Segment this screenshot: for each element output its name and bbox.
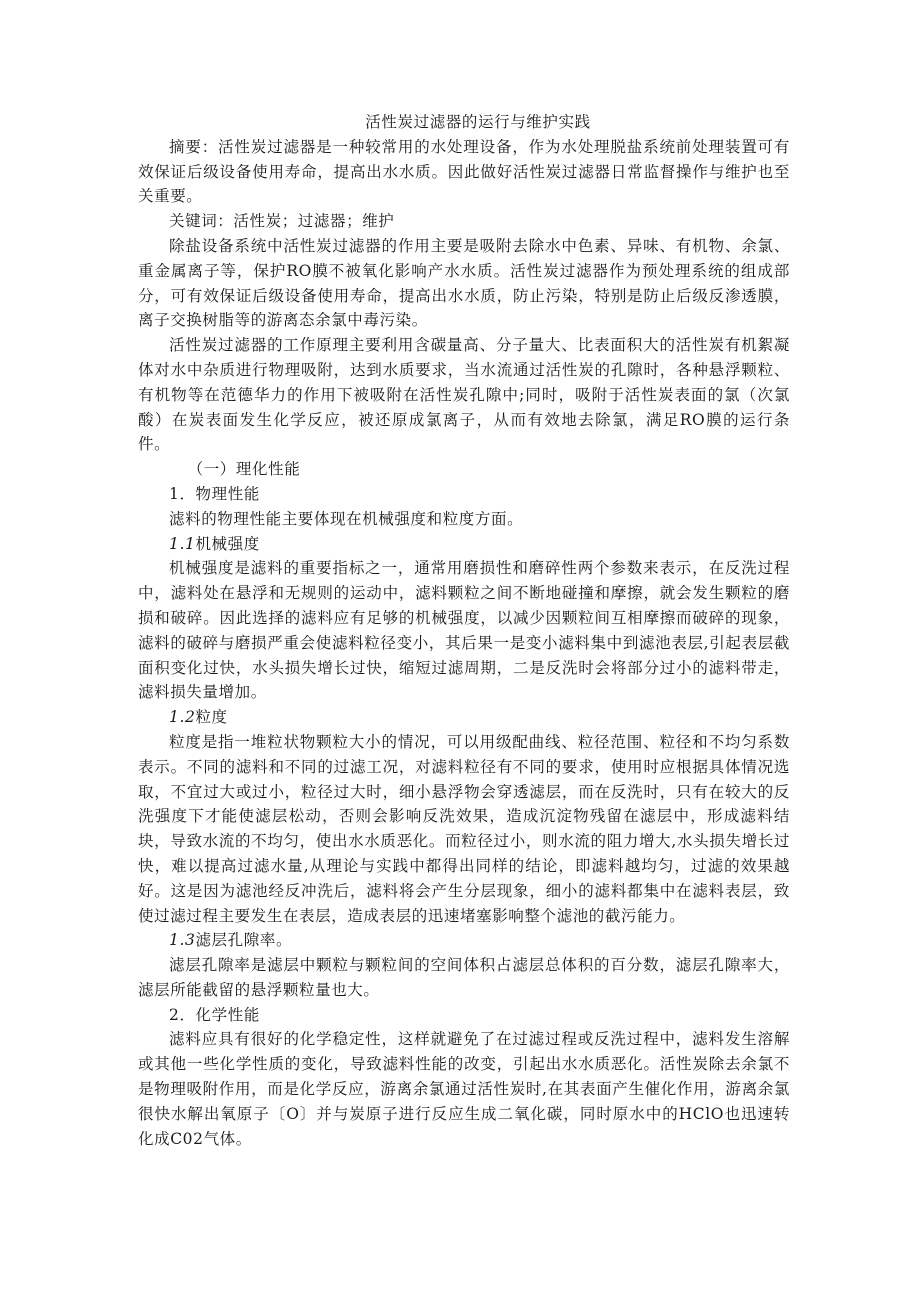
- heading-number: 1.3: [169, 931, 196, 950]
- abstract-paragraph: 摘要：活性炭过滤器是一种较常用的水处理设备，作为水处理脱盐系统前处理装置可有效保证后级设备使用寿命，提高出水水质。因此做好活性炭过滤器日常监督操作与维护也至关重要。: [138, 137, 790, 206]
- heading-text: 粒度: [195, 708, 228, 727]
- heading-physical-properties: 1．物理性能: [169, 484, 260, 503]
- section-heading-physicochemical: （一）理化性能: [187, 460, 301, 479]
- chemical-paragraph: 滤料应具有很好的化学稳定性，这样就避免了在过滤过程或反洗过程中，滤料发生溶解或其他一些化学性质的变化，导致滤料性能的改变，引起出水水质恶化。活性炭除去余氯不是物理吸附作用，而是化学反应，游离余氯通过活性炭时,在其表面产生催化作用，游离余氯很快水解出氧原子〔O〕并与炭原子进行反应生成二氧化碳，同时原水中的HClO也迅速转化成C02气体。: [138, 1030, 790, 1148]
- intro-paragraph-2: 活性炭过滤器的工作原理主要利用含碳量高、分子量大、比表面积大的活性炭有机絮凝体对水中杂质进行物理吸附，达到水质要求，当水流通过活性炭的孔隙时，各种悬浮颗粒、有机物等在范德华力的作用下被吸附在活性炭孔隙中;同时，吸附于活性炭表面的氯（次氯酸）在炭表面发生化学反应，被还原成氯离子，从而有效地去除氯，满足RO膜的运行条件。: [138, 336, 790, 454]
- heading-porosity: [138, 928, 790, 953]
- intro-paragraph-1: 除盐设备系统中活性炭过滤器的作用主要是吸附去除水中色素、异味、有机物、余氯、重金属离子等，保护RO膜不被氧化影响产水水质。活性炭过滤器作为预处理系统的组成部分，可有效保证后级设备使用寿命，提高出水水质，防止污染，特别是防止后级反渗透膜，离子交换树脂等的游离态余氯中毒污染。: [138, 236, 790, 330]
- heading-number: 1.2: [169, 708, 196, 727]
- heading-granularity: [138, 705, 790, 730]
- heading-number: 1.1: [169, 534, 196, 553]
- heading-mechanical-strength: [138, 532, 790, 557]
- porosity-paragraph: 滤层孔隙率是滤层中颗粒与颗粒间的空间体积占滤层总体积的百分数，滤层孔隙率大，滤层所能截留的悬浮颗粒量也大。: [138, 956, 790, 999]
- granularity-paragraph: 粒度是指一堆粒状物颗粒大小的情况，可以用级配曲线、粒径范围、粒径和不均匀系数表示。不同的滤料和不同的过滤工况，对滤料粒径有不同的要求，使用时应根据具体情况选取，不宜过大或过小，粒径过大时，细小悬浮物会穿透滤层，而在反洗时，只有在较大的反洗强度下才能使滤层松动，否则会影响反洗效果，造成沉淀物残留在滤层中，形成滤料结块，导致水流的不均匀，使出水水质恶化。而粒径过小，则水流的阻力增大,水头损失增长过快，难以提高过滤水量,从理论与实践中都得出同样的结论，即滤料越均匀，过滤的效果越好。这是因为滤池经反冲洗后，滤料将会产生分层现象，细小的滤料都集中在滤料表层，致使过滤过程主要发生在表层，造成表层的迅速堵塞影响整个滤池的截污能力。: [138, 732, 790, 925]
- physical-intro-paragraph: 滤料的物理性能主要体现在机械强度和粒度方面。: [169, 509, 524, 528]
- mechanical-strength-paragraph: 机械强度是滤料的重要指标之一，通常用磨损性和磨碎性两个参数来表示，在反洗过程中，滤料处在悬浮和无规则的运动中，滤料颗粒之间不断地碰撞和摩擦，就会发生颗粒的磨损和破碎。因此选择的滤料应有足够的机械强度，以减少因颗粒间互相摩擦而破碎的现象，滤料的破碎与磨损严重会使滤料粒径变小，其后果一是变小滤料集中到滤池表层,引起表层截面积变化过快，水头损失增长过快，缩短过滤周期，二是反洗时会将部分过小的滤料带走，滤料损失量增加。: [138, 559, 790, 702]
- keywords-line: 关键词：活性炭；过滤器；维护: [169, 212, 395, 231]
- document-title: 活性炭过滤器的运行与维护实践: [365, 113, 591, 131]
- document-body: [138, 110, 790, 1151]
- heading-chemical-properties: 2．化学性能: [169, 1005, 260, 1024]
- heading-text: 滤层孔隙率。: [195, 931, 293, 950]
- heading-text: 机械强度: [195, 534, 260, 553]
